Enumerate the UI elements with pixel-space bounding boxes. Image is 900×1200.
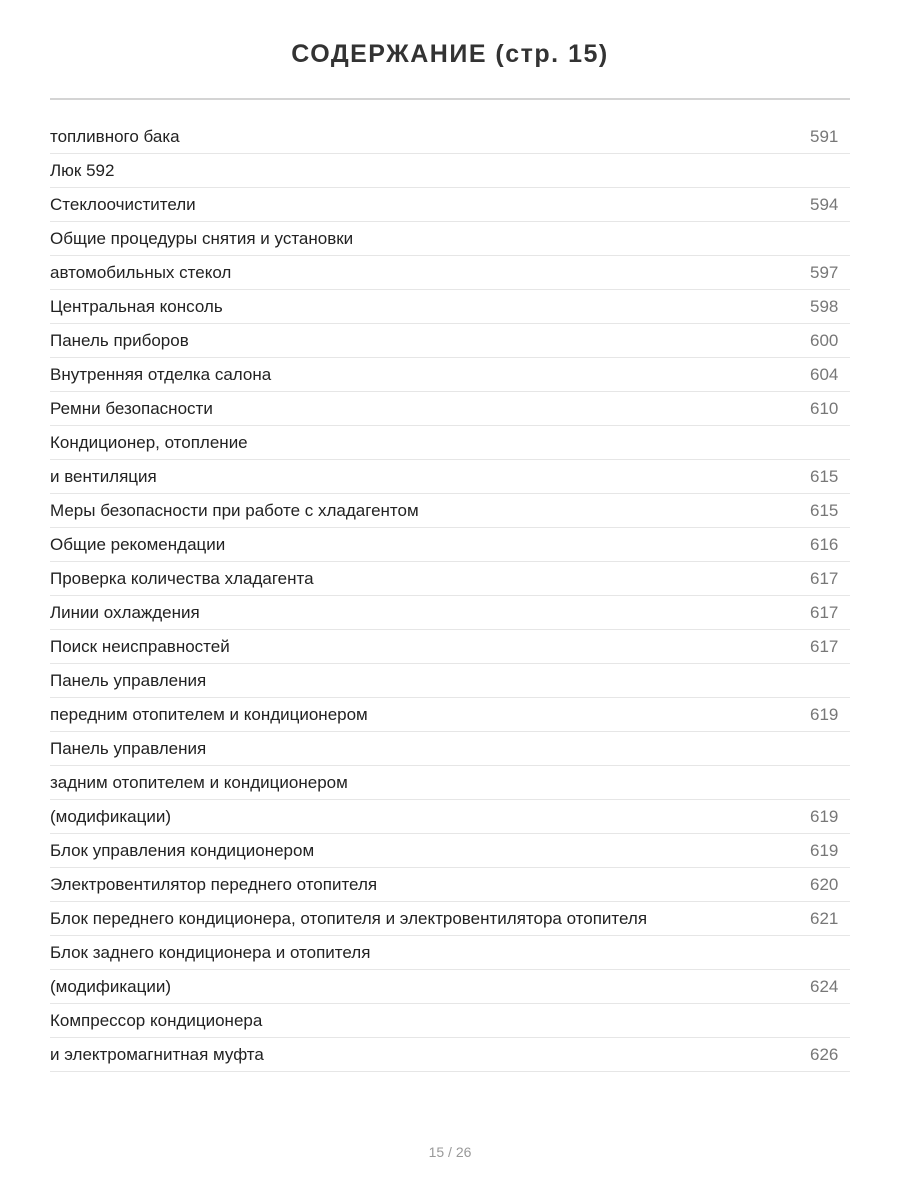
toc-entry[interactable] bbox=[50, 460, 850, 494]
toc-entry-label: топливного бака bbox=[50, 126, 180, 146]
toc-entry-label: Блок переднего кондиционера, отопителя и электровентилятора отопителя bbox=[50, 908, 648, 928]
toc-entry-page-number: 597 bbox=[810, 262, 839, 282]
page-number: 15 / 26 bbox=[428, 1144, 472, 1160]
toc-entry[interactable] bbox=[50, 834, 850, 868]
toc-entry-page-number: 598 bbox=[810, 296, 839, 316]
toc-entry[interactable] bbox=[50, 358, 850, 392]
toc-list bbox=[50, 120, 850, 1072]
toc-entry[interactable] bbox=[50, 392, 850, 426]
toc-entry[interactable] bbox=[50, 766, 850, 800]
toc-entry[interactable] bbox=[50, 1004, 850, 1038]
toc-entry[interactable] bbox=[50, 222, 850, 256]
page-title: СОДЕРЖАНИЕ (стр. 15) bbox=[291, 40, 609, 68]
toc-entry[interactable] bbox=[50, 188, 850, 222]
toc-entry[interactable] bbox=[50, 494, 850, 528]
toc-entry[interactable] bbox=[50, 426, 850, 460]
toc-entry[interactable] bbox=[50, 120, 850, 154]
toc-entry-page-number: 620 bbox=[810, 874, 839, 894]
toc-entry-page-number: 619 bbox=[810, 806, 839, 826]
toc-entry[interactable] bbox=[50, 698, 850, 732]
toc-entry-label: Ремни безопасности bbox=[50, 398, 213, 418]
toc-entry-page-number: 615 bbox=[810, 466, 839, 486]
toc-entry-page-number: 617 bbox=[810, 568, 839, 588]
toc-entry-page-number: 619 bbox=[810, 840, 839, 860]
toc-entry[interactable] bbox=[50, 528, 850, 562]
toc-entry-page-number: 626 bbox=[810, 1044, 839, 1064]
toc-entry-label: Общие процедуры снятия и установки bbox=[50, 228, 354, 248]
toc-entry-page-number: 594 bbox=[810, 194, 839, 214]
toc-entry-label: Электровентилятор переднего отопителя bbox=[50, 874, 378, 894]
toc-entry-page-number: 617 bbox=[810, 602, 839, 622]
toc-entry-label: передним отопителем и кондиционером bbox=[50, 704, 368, 724]
toc-entry-label: (модификации) bbox=[50, 806, 171, 826]
toc-entry[interactable] bbox=[50, 154, 850, 188]
toc-entry[interactable] bbox=[50, 970, 850, 1004]
toc-entry-page-number: 624 bbox=[810, 976, 839, 996]
toc-entry-page-number: 610 bbox=[810, 398, 839, 418]
toc-entry-label: Люк 592 bbox=[50, 160, 115, 180]
toc-entry[interactable] bbox=[50, 902, 850, 936]
toc-entry-page-number: 616 bbox=[810, 534, 839, 554]
toc-entry[interactable] bbox=[50, 324, 850, 358]
toc-entry-label: Центральная консоль bbox=[50, 296, 223, 316]
toc-entry-label: Компрессор кондиционера bbox=[50, 1010, 263, 1030]
toc-entry-page-number: 617 bbox=[810, 636, 839, 656]
toc-entry[interactable] bbox=[50, 868, 850, 902]
toc-entry-label: автомобильных стекол bbox=[50, 262, 232, 282]
toc-entry[interactable] bbox=[50, 936, 850, 970]
toc-entry[interactable] bbox=[50, 732, 850, 766]
toc-entry-label: Панель приборов bbox=[50, 330, 189, 350]
toc-entry-page-number: 621 bbox=[810, 908, 839, 928]
toc-entry-label: Линии охлаждения bbox=[50, 602, 200, 622]
toc-entry[interactable] bbox=[50, 290, 850, 324]
toc-entry-label: задним отопителем и кондиционером bbox=[50, 772, 348, 792]
toc-entry-label: Внутренняя отделка салона bbox=[50, 364, 272, 384]
toc-entry-page-number: 600 bbox=[810, 330, 839, 350]
toc-entry-label: Панель управления bbox=[50, 670, 207, 690]
toc-entry-label: Поиск неисправностей bbox=[50, 636, 230, 656]
toc-entry-label: Стеклоочистители bbox=[50, 194, 196, 214]
toc-entry-page-number: 591 bbox=[810, 126, 839, 146]
toc-entry-label: и электромагнитная муфта bbox=[50, 1044, 264, 1064]
toc-entry[interactable] bbox=[50, 596, 850, 630]
toc-entry-page-number: 615 bbox=[810, 500, 839, 520]
toc-entry-page-number: 604 bbox=[810, 364, 839, 384]
toc-entry-label: и вентиляция bbox=[50, 466, 157, 486]
toc-entry-label: Блок управления кондиционером bbox=[50, 840, 315, 860]
toc-entry-label: Общие рекомендации bbox=[50, 534, 226, 554]
title-divider bbox=[50, 98, 850, 100]
toc-entry-label: Меры безопасности при работе с хладагентом bbox=[50, 500, 419, 520]
toc-entry[interactable] bbox=[50, 562, 850, 596]
toc-entry-label: Блок заднего кондиционера и отопителя bbox=[50, 942, 371, 962]
toc-entry-label: Проверка количества хладагента bbox=[50, 568, 314, 588]
toc-entry[interactable] bbox=[50, 1038, 850, 1072]
toc-entry-page-number: 619 bbox=[810, 704, 839, 724]
toc-entry[interactable] bbox=[50, 256, 850, 290]
toc-entry-label: Кондиционер, отопление bbox=[50, 432, 248, 452]
toc-entry-label: (модификации) bbox=[50, 976, 171, 996]
toc-entry[interactable] bbox=[50, 800, 850, 834]
toc-entry[interactable] bbox=[50, 664, 850, 698]
toc-entry[interactable] bbox=[50, 630, 850, 664]
toc-entry-label: Панель управления bbox=[50, 738, 207, 758]
